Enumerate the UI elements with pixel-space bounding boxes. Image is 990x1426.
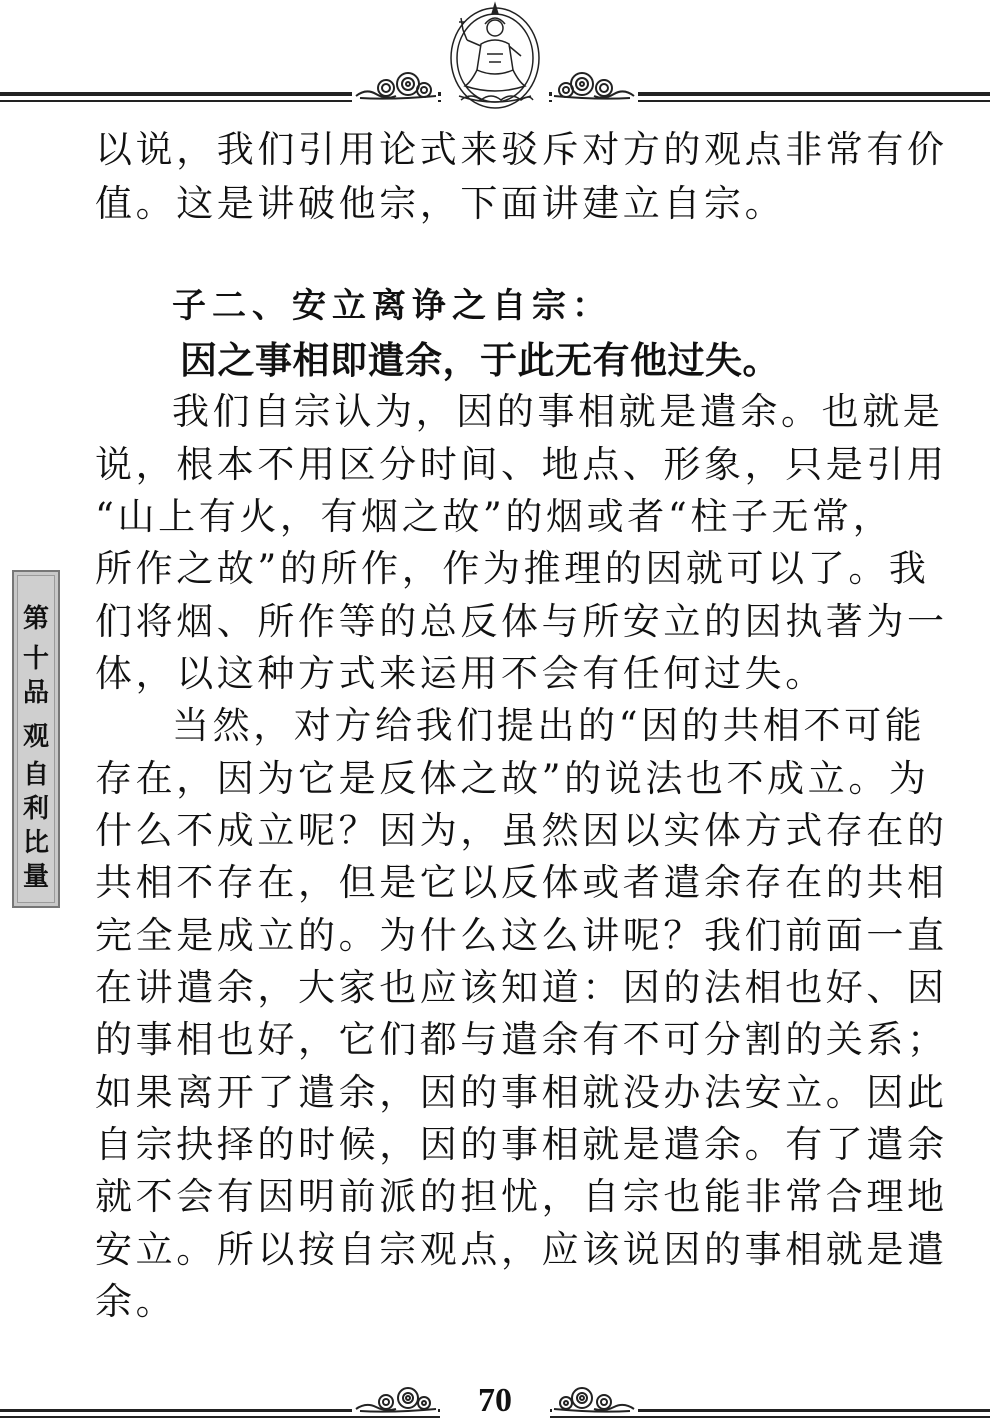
body-text-line: 如果离开了遣余，因的事相就没办法安立。因此 xyxy=(95,1071,948,1114)
buddhist-deity-emblem-icon xyxy=(441,0,549,112)
body-text-line: 存在，因为它是反体之故”的说法也不成立。为 xyxy=(95,757,930,800)
footer-cloud-right-icon xyxy=(552,1384,638,1414)
chapter-side-tab xyxy=(12,570,60,908)
side-tab-char: 利 xyxy=(22,794,49,824)
body-text-line: 体，以这种方式来运用不会有任何过失。 xyxy=(95,652,826,695)
side-tab-char: 品 xyxy=(22,678,49,708)
side-tab-char: 自 xyxy=(22,760,49,790)
body-text-line: 自宗抉择的时候，因的事相就是遣余。有了遣余 xyxy=(95,1123,948,1166)
side-tab-char: 十 xyxy=(22,644,49,674)
body-text-line: 所作之故”的所作，作为推理的因就可以了。我 xyxy=(95,547,930,590)
body-text-line: 以说，我们引用论式来驳斥对方的观点非常有价 xyxy=(95,128,948,171)
chapter-side-tab-inner xyxy=(17,575,55,903)
side-tab-char: 比 xyxy=(22,828,49,858)
footer-cloud-left-icon xyxy=(352,1384,438,1414)
section-heading: 子二、安立离诤之自宗： xyxy=(172,286,612,326)
header-cloud-left-icon xyxy=(352,68,438,102)
header-cloud-right-icon xyxy=(552,68,638,102)
body-text-line: 我们自宗认为，因的事相就是遣余。也就是 xyxy=(172,390,944,433)
body-text-line: “山上有火，有烟之故”的烟或者“柱子无常， xyxy=(95,495,894,538)
body-text-line: 在讲遣余，大家也应该知道：因的法相也好、因 xyxy=(95,966,948,1009)
body-text-line: 们将烟、所作等的总反体与所安立的因执著为一 xyxy=(95,600,948,643)
page-number: 70 xyxy=(440,1378,550,1424)
side-tab-char: 量 xyxy=(22,862,49,892)
body-text-line: 值。这是讲破他宗，下面讲建立自宗。 xyxy=(95,182,786,225)
body-text-line: 就不会有因明前派的担忧，自宗也能非常合理地 xyxy=(95,1175,948,1218)
body-text-line: 安立。所以按自宗观点，应该说因的事相就是遣 xyxy=(95,1228,948,1271)
body-text-line: 的事相也好，它们都与遣余有不可分割的关系； xyxy=(95,1018,948,1061)
side-tab-char: 第 xyxy=(22,604,49,634)
side-tab-char: 观 xyxy=(22,722,49,752)
body-text-line: 当然，对方给我们提出的“因的共相不可能 xyxy=(172,704,926,747)
body-text-line: 余。 xyxy=(95,1280,177,1323)
body-text-line: 完全是成立的。为什么这么讲呢？我们前面一直 xyxy=(95,914,948,957)
verse-text: 因之事相即遣余，于此无有他过失。 xyxy=(180,340,780,381)
body-text-line: 说，根本不用区分时间、地点、形象，只是引用 xyxy=(95,443,948,486)
body-text-line: 什么不成立呢？因为，虽然因以实体方式存在的 xyxy=(95,809,948,852)
body-text-line: 共相不存在，但是它以反体或者遣余存在的共相 xyxy=(95,861,948,904)
